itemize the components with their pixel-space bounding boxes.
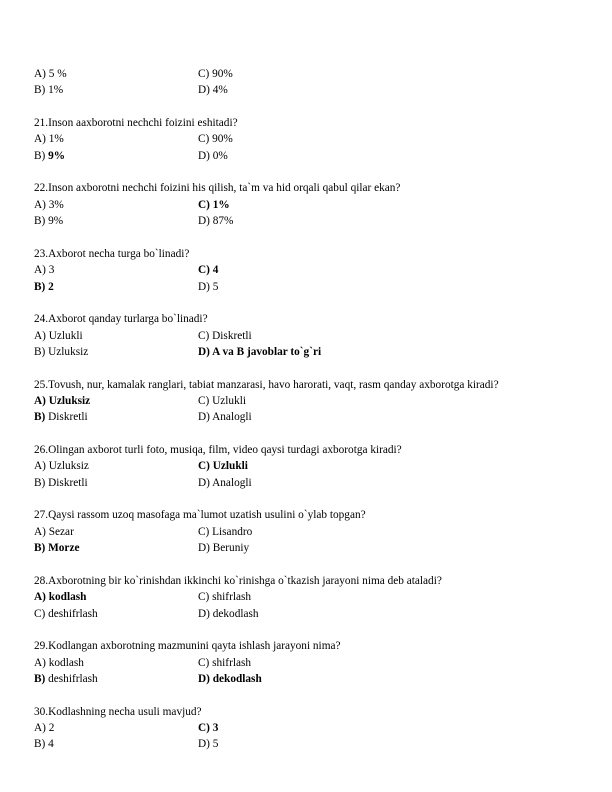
- answer-option: [198, 475, 252, 491]
- answer-option-text: C) Diskretli: [198, 329, 252, 342]
- answer-option-text: D) 0%: [198, 149, 228, 162]
- answer-option: [198, 262, 218, 278]
- answer-option: [34, 131, 64, 147]
- answer-options-row: [34, 66, 592, 82]
- answer-options-row: [34, 736, 592, 752]
- question-text: 30.Kodlashning necha usuli mavjud?: [34, 705, 202, 718]
- answer-options-row: [34, 671, 592, 687]
- answer-options-row: [34, 213, 592, 229]
- answer-option-text: C) shifrlash: [198, 656, 252, 669]
- answer-option: [34, 606, 98, 622]
- answer-option-text: D) Analogli: [198, 411, 252, 424]
- answer-option: [34, 720, 54, 736]
- answer-option-text: A) Uzlukli: [34, 329, 83, 342]
- answer-option: [198, 82, 228, 98]
- answer-option-text: B) 2: [34, 280, 54, 293]
- answer-option: [34, 540, 79, 556]
- answer-options-row: [34, 262, 592, 278]
- question-text: 27.Qaysi rassom uzoq masofaga ma`lumot uzatish usulini o`ylab topgan?: [34, 509, 366, 522]
- answer-option: [198, 720, 218, 736]
- answer-option-text: B) 9%: [34, 215, 64, 228]
- answer-option: [34, 148, 65, 164]
- answer-option-value: deshifrlash: [48, 672, 98, 685]
- answer-option-label: B): [34, 149, 46, 162]
- answer-options-row: [34, 393, 592, 409]
- answer-option: [198, 655, 251, 671]
- answer-option-text: B) 4: [34, 738, 54, 751]
- answer-option: [34, 475, 88, 491]
- answer-option: [34, 671, 98, 687]
- answer-option: [34, 82, 63, 98]
- answer-option-text: C) Uzlukli: [198, 395, 247, 407]
- answer-option-text: A) 5 %: [34, 68, 67, 80]
- answer-option: [34, 655, 84, 671]
- answer-option: [34, 66, 67, 82]
- answer-option: [34, 458, 89, 474]
- answer-option-text: B) Uzluksiz: [34, 345, 89, 358]
- answer-option-text: D) 5: [198, 280, 219, 293]
- question-text: 24.Axborot qanday turlarga bo`linadi?: [34, 313, 208, 326]
- answer-option-text: A) 2: [34, 722, 55, 734]
- answer-option-text: B) 1%: [34, 84, 64, 97]
- answer-option: [198, 197, 230, 213]
- answer-option-text: A) Sezar: [34, 525, 74, 538]
- answer-option: [34, 328, 83, 344]
- question-text: 22.Inson axborotni nechchi foizini his qilish, ta`m va hid orqali qabul qilar ekan?: [34, 182, 401, 195]
- answer-options-row: [34, 655, 592, 671]
- answer-option-text: C) 90%: [198, 68, 233, 80]
- answer-option: [34, 213, 63, 229]
- answer-option: [198, 736, 218, 752]
- answer-option: [198, 148, 228, 164]
- answer-option: [34, 344, 88, 360]
- answer-option-text: A) 3: [34, 264, 55, 277]
- answer-option: [198, 458, 248, 474]
- answer-option: [34, 197, 64, 213]
- question-text: 28.Axborotning bir ko`rinishdan ikkinchi ko`rinishga o`tkazish jarayoni nima deb ataladi?: [34, 574, 442, 587]
- answer-options-row: [34, 197, 592, 213]
- answer-option-text: C) Uzlukli: [198, 460, 248, 473]
- answer-options-row: [34, 409, 592, 425]
- answer-option: [198, 213, 233, 229]
- answer-options-row: [34, 148, 592, 164]
- answer-options-row: [34, 524, 592, 540]
- answer-option-text: C) 90%: [198, 133, 233, 146]
- question-text: 23.Axborot necha turga bo`linadi?: [34, 247, 190, 260]
- answer-option-text: A) 1%: [34, 133, 64, 146]
- answer-option: [198, 66, 233, 82]
- answer-options-row: [34, 344, 592, 360]
- answer-options-row: [34, 328, 592, 344]
- answer-options-row: [34, 279, 592, 295]
- answer-options-row: [34, 458, 592, 474]
- answer-option-text: B) Diskretli: [34, 476, 88, 489]
- answer-option: [34, 279, 54, 295]
- answer-option-text: A) 3%: [34, 198, 64, 211]
- answer-option-text: C) 4: [198, 264, 219, 277]
- answer-options-row: [34, 589, 592, 605]
- answer-option-text: C) 3: [198, 722, 219, 734]
- answer-options-row: [34, 540, 592, 556]
- answer-option-text: C) deshifrlash: [34, 607, 98, 620]
- answer-option-text: A) Uzluksiz: [34, 460, 89, 473]
- answer-option: [198, 589, 251, 605]
- question-text: 26.Olingan axborot turli foto, musiqa, film, video qaysi turdagi axborotga kiradi?: [34, 444, 402, 457]
- answer-option: [34, 262, 54, 278]
- answer-option: [34, 589, 86, 605]
- answer-option-value: Diskretli: [48, 411, 88, 424]
- answer-option-label: B): [34, 672, 46, 685]
- answer-option: [198, 671, 262, 687]
- answer-option: [34, 409, 88, 425]
- answer-option-text: D) dekodlash: [198, 607, 259, 620]
- answer-option: [198, 393, 246, 409]
- answer-options-row: [34, 82, 592, 98]
- answer-option-text: D) A va B javoblar to`g`ri: [198, 345, 322, 358]
- answer-option-text: D) 4%: [198, 84, 228, 97]
- answer-option-text: C) 1%: [198, 198, 230, 211]
- question-text: 29.Kodlangan axborotning mazmunini qayta ishlash jarayoni nima?: [34, 640, 341, 653]
- answer-options-row: [34, 720, 592, 736]
- answer-option-text: D) 5: [198, 738, 219, 751]
- answer-option-value: 9%: [48, 149, 66, 162]
- answer-option-text: B) Morze: [34, 542, 80, 555]
- answer-option: [198, 131, 233, 147]
- answer-option-text: C) Lisandro: [198, 525, 253, 538]
- answer-option: [198, 409, 252, 425]
- answer-option: [34, 393, 90, 409]
- answer-option: [198, 606, 259, 622]
- question-text: 25.Tovush, nur, kamalak ranglari, tabiat manzarasi, havo harorati, vaqt, rasm qanday axborotga kiradi?: [34, 378, 499, 391]
- answer-option-text: D) Beruniy: [198, 542, 250, 555]
- question-text: 21.Inson aaxborotni nechchi foizini eshitadi?: [34, 117, 238, 130]
- answer-option-text: D) Analogli: [198, 476, 252, 489]
- answer-options-row: [34, 475, 592, 491]
- answer-option-label: B): [34, 411, 46, 424]
- answer-option-text: C) shifrlash: [198, 591, 252, 604]
- answer-options-row: [34, 131, 592, 147]
- answer-option: [34, 524, 74, 540]
- answer-option: [198, 344, 321, 360]
- answer-option: [198, 540, 249, 556]
- answer-option: [34, 736, 54, 752]
- answer-option-text: D) 87%: [198, 215, 234, 228]
- answer-option-text: D) dekodlash: [198, 672, 262, 685]
- answer-option: [198, 524, 252, 540]
- answer-option: [198, 328, 252, 344]
- answer-option-text: A) Uzluksiz: [34, 395, 91, 407]
- answer-option: [198, 279, 218, 295]
- answer-option-text: A) kodlash: [34, 591, 87, 604]
- answer-options-row: [34, 606, 592, 622]
- answer-option-text: A) kodlash: [34, 656, 84, 669]
